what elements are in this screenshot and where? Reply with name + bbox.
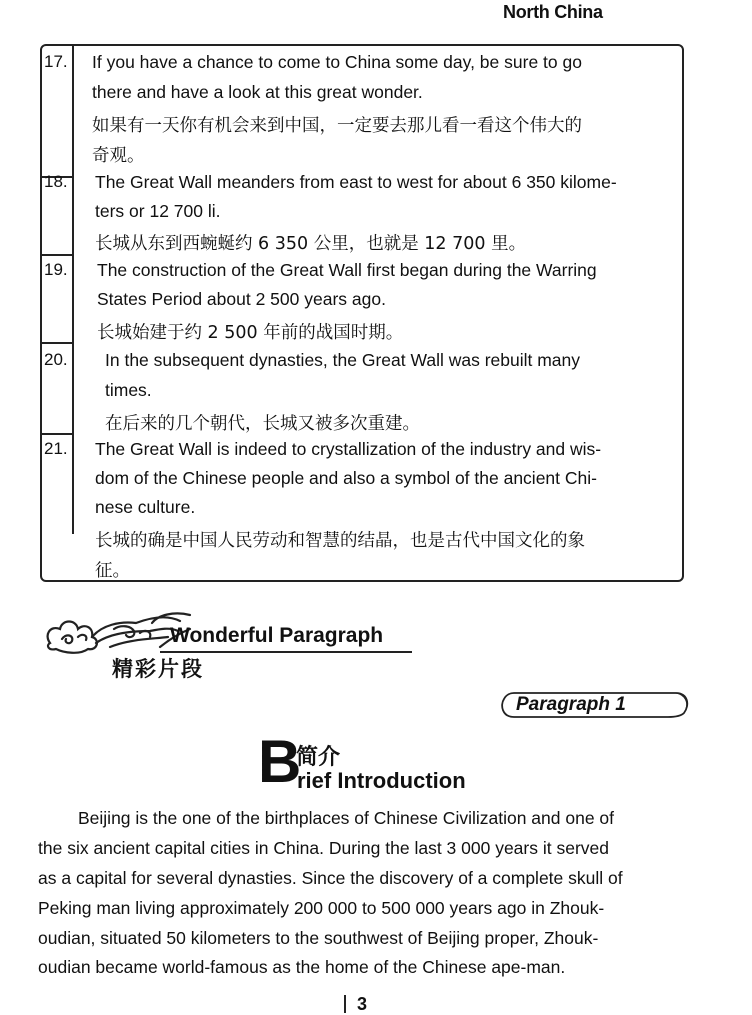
sentence-number: 21. (44, 439, 68, 458)
paragraph-label: Paragraph 1 (516, 694, 626, 715)
page-number: 3 (357, 994, 368, 1014)
sentence-en-line: The Great Wall meanders from east to west for about 6 350 kilome- (95, 172, 617, 192)
sentence-cn-line: 长城始建于约 2 500 年前的战国时期。 (97, 323, 404, 343)
sentence-number: 17. (44, 52, 68, 71)
row-divider (40, 433, 74, 435)
sentence-en-line: In the subsequent dynasties, the Great Wall was rebuilt many (105, 350, 581, 370)
sentence-en-line: times. (105, 380, 152, 400)
sentence-en-line: States Period about 2 500 years ago. (97, 289, 386, 309)
wonderful-paragraph-title: Wonderful Paragraph (170, 624, 384, 647)
body-text-line: as a capital for several dynasties. Since the discovery of a complete skull of (38, 868, 623, 888)
sentence-cn-line: 长城从东到西蜿蜒约 6 350 公里，也就是 12 700 里。 (95, 234, 527, 254)
brief-initial: B (258, 728, 302, 795)
sentence-cn-line: 在后来的几个朝代，长城又被多次重建。 (105, 414, 420, 434)
body-text-line: Beijing is the one of the birthplaces of Chinese Civilization and one of (78, 808, 615, 828)
sentence-en-line: dom of the Chinese people and also a symbol of the ancient Chi- (95, 468, 597, 488)
wonderful-paragraph-cn-title: 精彩片段 (112, 657, 204, 681)
body-text-line: oudian, situated 50 kilometers to the southwest of Beijing proper, Zhouk- (38, 928, 599, 948)
sentence-cn-line: 如果有一天你有机会来到中国，一定要去那儿看一看这个伟大的 (92, 116, 582, 136)
sentence-cn-line: 奇观。 (92, 146, 145, 166)
row-divider (40, 342, 74, 344)
sentence-cn-line: 征。 (95, 561, 130, 581)
sentence-en-line: The construction of the Great Wall first began during the Warring (97, 260, 597, 280)
number-column-divider (72, 44, 74, 178)
sentence-en-line: there and have a look at this great wonder. (92, 82, 423, 102)
sentence-en-line: ters or 12 700 li. (95, 201, 221, 221)
sentence-en-line: If you have a chance to come to China some day, be sure to go (92, 52, 582, 72)
section-header: North China (503, 2, 603, 22)
sentence-number: 20. (44, 350, 68, 369)
sentence-en-line: nese culture. (95, 497, 196, 517)
number-column-divider (72, 178, 74, 534)
sentence-en-line: The Great Wall is indeed to crystallization of the industry and wis- (95, 439, 602, 459)
body-text-line: Peking man living approximately 200 000 to 500 000 years ago in Zhouk- (38, 898, 605, 918)
sentence-cn-line: 长城的确是中国人民劳动和智慧的结晶，也是古代中国文化的象 (95, 531, 585, 551)
row-divider (40, 254, 74, 256)
brief-cn-title: 简介 (296, 745, 341, 770)
sentence-number: 18. (44, 172, 68, 191)
body-text-line: the six ancient capital cities in China. During the last 3 000 years it served (38, 838, 609, 858)
page-number-bar (344, 995, 346, 1013)
sentence-number: 19. (44, 260, 68, 279)
brief-en-title: rief Introduction (297, 768, 466, 793)
body-text-line: oudian became world-famous as the home of the Chinese ape-man. (38, 957, 566, 977)
